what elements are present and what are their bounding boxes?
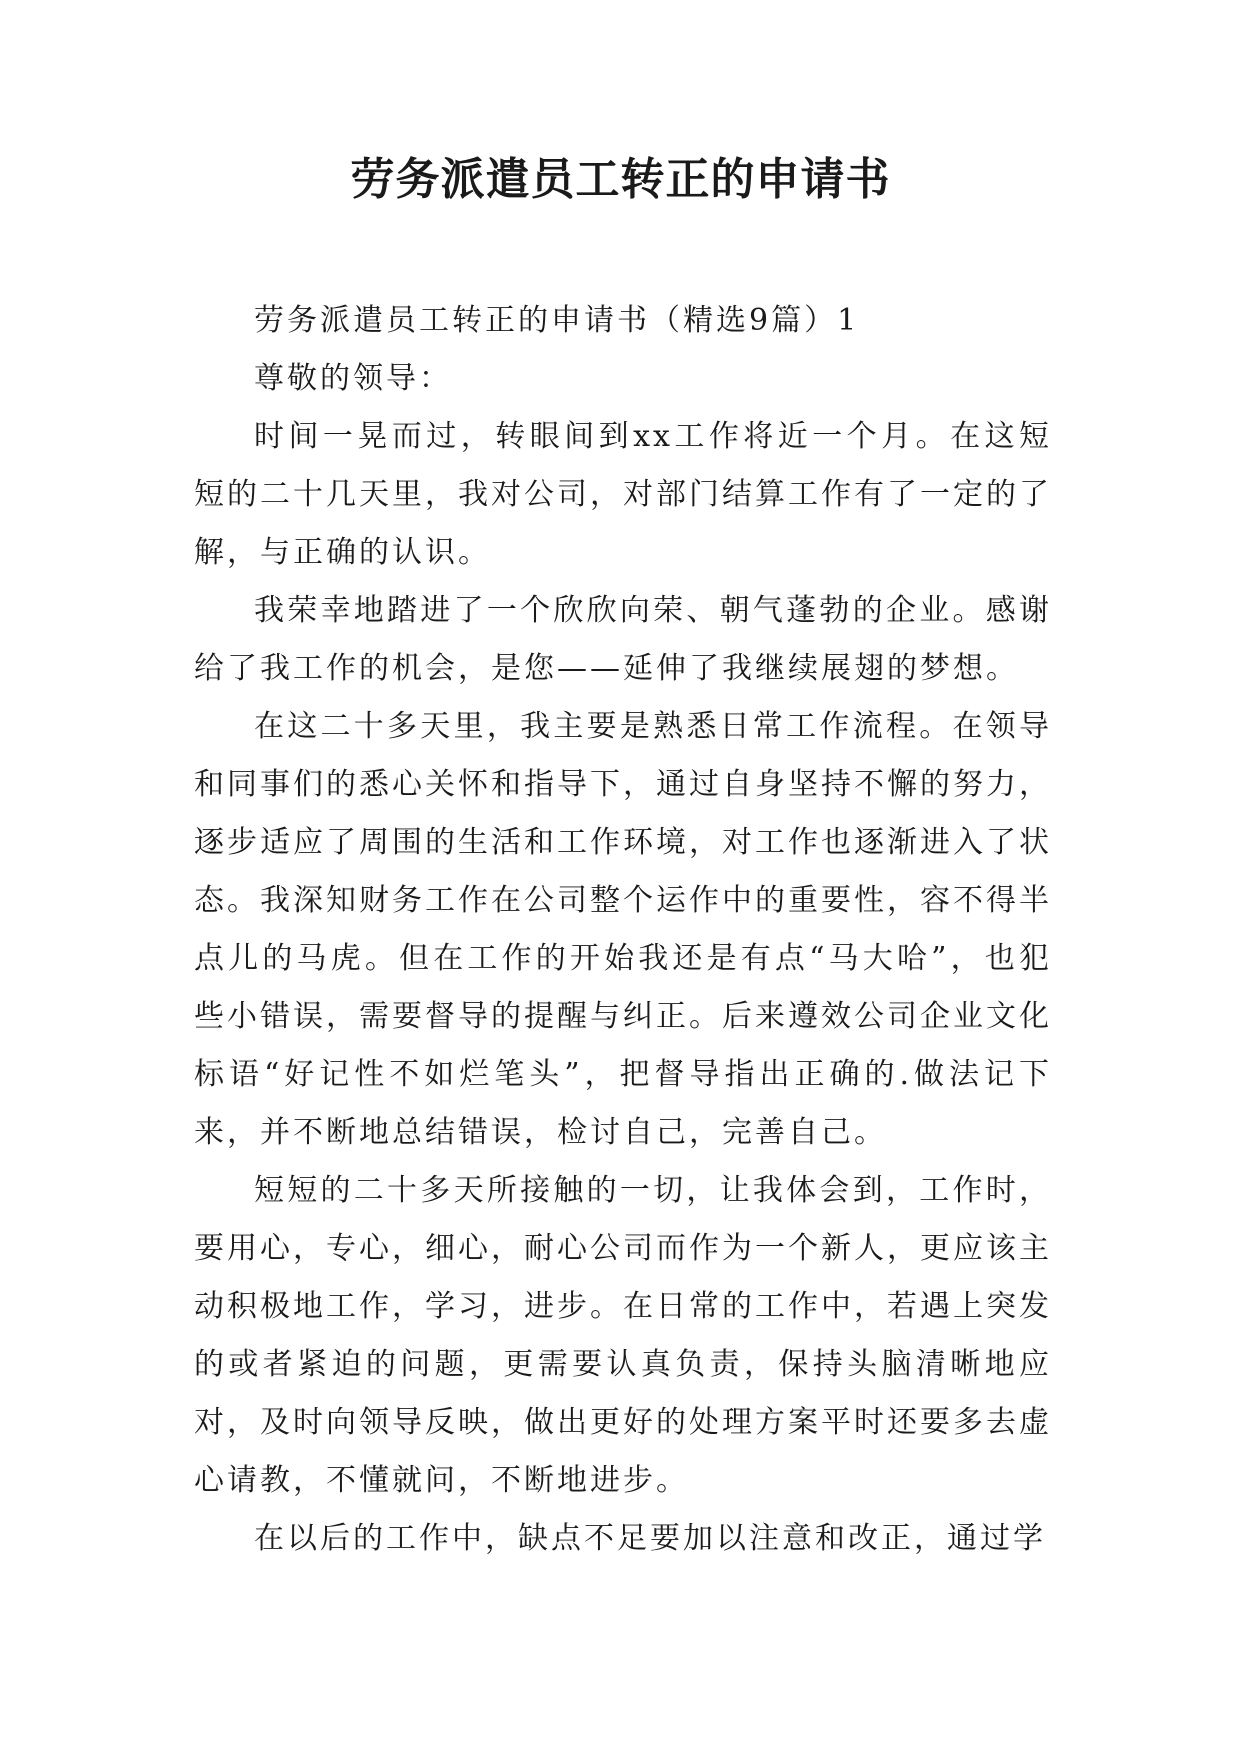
paragraph-subtitle: 劳务派遣员工转正的申请书（精选9篇）1 bbox=[254, 303, 860, 338]
document-body bbox=[194, 292, 1052, 1568]
document-title: 劳务派遣员工转正的申请书 bbox=[350, 154, 891, 205]
paragraph-salutation: 尊敬的领导： bbox=[254, 361, 452, 396]
paragraph: 在以后的工作中，缺点不足要加以注意和改正，通过学 bbox=[254, 1521, 1046, 1556]
paragraph: 短短的二十多天所接触的一切，让我体会到，工作时，要用心，专心，细心，耐心公司而作为一个新人，更应该主动积极地工作，学习，进步。在日常的工作中，若遇上突发的或者紧迫的问题，更需要认真负责，保持头脑清晰地应对，及时向领导反映，做出更好的处理方案平时还要多去虚心请教，不懂就问，不断地进步。 bbox=[194, 1173, 1052, 1498]
paragraph: 在这二十多天里，我主要是熟悉日常工作流程。在领导和同事们的悉心关怀和指导下，通过自身坚持不懈的努力，逐步适应了周围的生活和工作环境，对工作也逐渐进入了状态。我深知财务工作在公司整个运作中的重要性，容不得半点儿的马虎。但在工作的开始我还是有点“马大哈”，也犯些小错误，需要督导的提醒与纠正。后来遵效公司企业文化标语“好记性不如烂笔头”，把督导指出正确的.做法记下来，并不断地总结错误，检讨自己，完善自己。 bbox=[194, 709, 1052, 1150]
paragraph: 我荣幸地踏进了一个欣欣向荣、朝气蓬勃的企业。感谢给了我工作的机会，是您——延伸了我继续展翅的梦想。 bbox=[194, 593, 1052, 686]
paragraph: 时间一晃而过，转眼间到xx工作将近一个月。在这短短的二十几天里，我对公司，对部门结算工作有了一定的了解，与正确的认识。 bbox=[194, 419, 1052, 570]
